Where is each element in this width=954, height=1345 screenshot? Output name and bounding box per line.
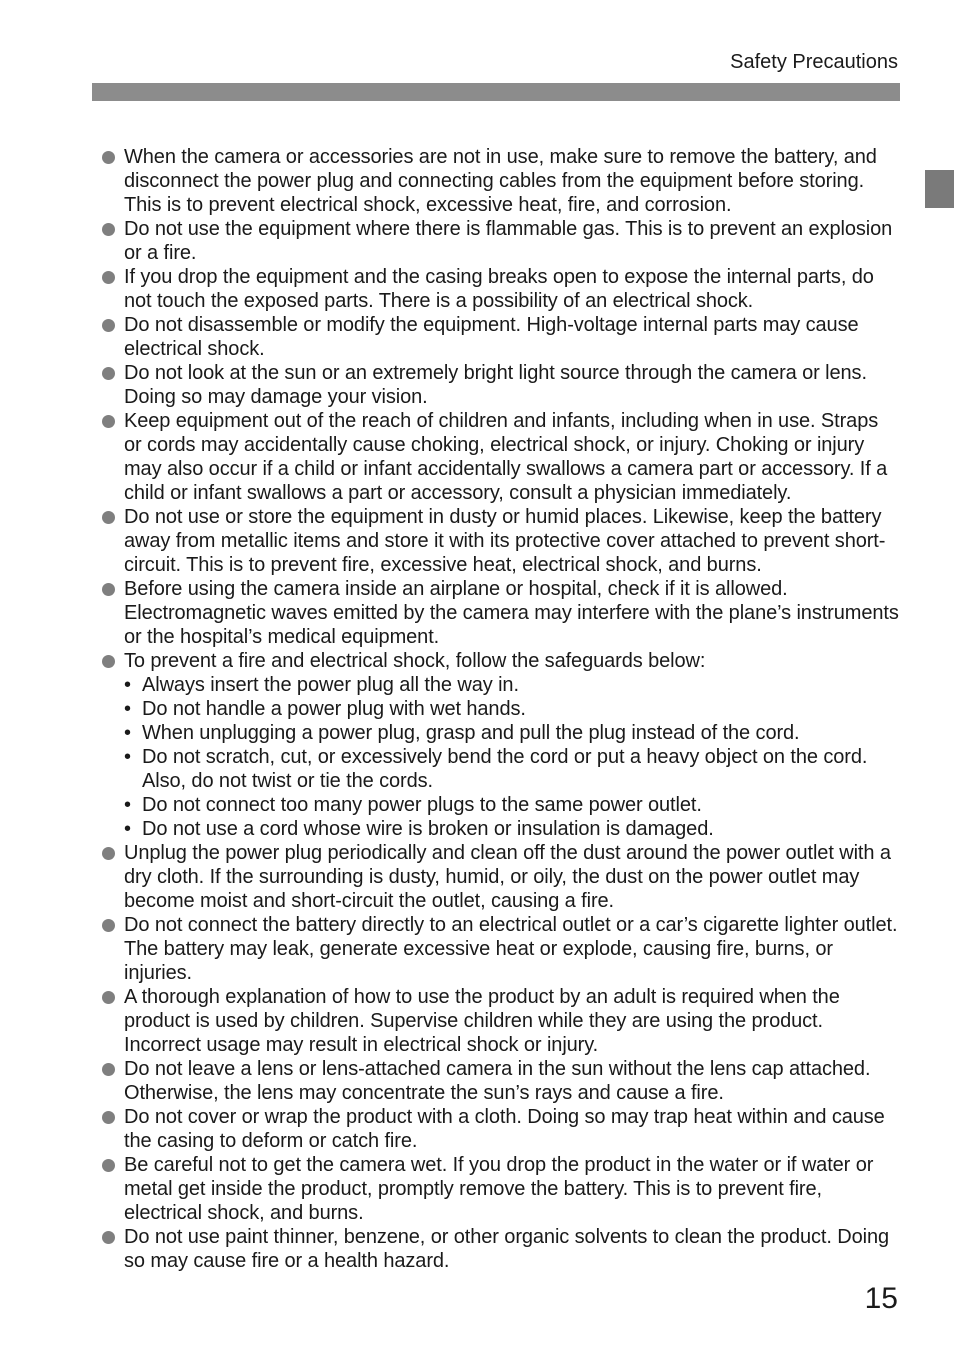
safeguard-item xyxy=(124,673,900,697)
circle-bullet-icon xyxy=(102,1111,115,1124)
safeguard-item xyxy=(124,793,900,817)
page-number: 15 xyxy=(864,1282,898,1315)
list-item xyxy=(100,361,900,409)
list-item-text: Do not disassemble or modify the equipment. High-voltage internal parts may cause electrical shock. xyxy=(124,314,859,360)
list-item xyxy=(100,313,900,361)
precautions-list xyxy=(100,145,900,1273)
circle-bullet-icon xyxy=(102,1063,115,1076)
list-item-text: Do not connect the battery directly to an electrical outlet or a car’s cigarette lighter outlet. The battery may leak, generate excessive heat or explode, causing fire, burns, or injuries. xyxy=(124,914,898,984)
list-item-text: Before using the camera inside an airplane or hospital, check if it is allowed. Electromagnetic waves emitted by the camera may interfere with the plane’s instruments or the hospital’s medical equipment. xyxy=(124,578,899,648)
circle-bullet-icon xyxy=(102,1159,115,1172)
list-item-text: A thorough explanation of how to use the product by an adult is required when the product is used by children. Supervise children while they are using the product. Incorrect usage may result in electrical shock or injury. xyxy=(124,986,840,1056)
circle-bullet-icon xyxy=(102,991,115,1004)
precautions-list-container xyxy=(100,145,900,1273)
list-item xyxy=(100,217,900,265)
safeguard-text: When unplugging a power plug, grasp and pull the plug instead of the cord. xyxy=(142,722,800,744)
dot-bullet-icon: • xyxy=(124,818,131,840)
safeguard-item xyxy=(124,721,900,745)
list-item-text: Do not use the equipment where there is flammable gas. This is to prevent an explosion or a fire. xyxy=(124,218,893,264)
circle-bullet-icon xyxy=(102,151,115,164)
circle-bullet-icon xyxy=(102,415,115,428)
safeguard-item xyxy=(124,697,900,721)
safeguard-text: Do not use a cord whose wire is broken or insulation is damaged. xyxy=(142,818,714,840)
list-item xyxy=(100,145,900,217)
list-item-text: Do not use paint thinner, benzene, or other organic solvents to clean the product. Doing so may cause fire or a health hazard. xyxy=(124,1226,890,1272)
circle-bullet-icon xyxy=(102,511,115,524)
safeguard-item xyxy=(124,817,900,841)
chapter-tab-marker xyxy=(925,170,954,208)
list-item-text: Do not cover or wrap the product with a cloth. Doing so may trap heat within and cause the casing to deform or catch fire. xyxy=(124,1106,885,1152)
list-item-text: Unplug the power plug periodically and clean off the dust around the power outlet with a dry cloth. If the surrounding is dusty, humid, or oily, the dust on the power outlet may become moist and short-circuit the outlet, causing a fire. xyxy=(124,842,891,912)
list-item xyxy=(100,265,900,313)
list-item-text: Do not leave a lens or lens-attached camera in the sun without the lens cap attached. Otherwise, the lens may concentrate the sun’s rays and cause a fire. xyxy=(124,1058,871,1104)
list-item xyxy=(100,1153,900,1225)
circle-bullet-icon xyxy=(102,583,115,596)
list-item xyxy=(100,1105,900,1153)
list-item-text: If you drop the equipment and the casing breaks open to expose the internal parts, do not touch the exposed parts. There is a possibility of an electrical shock. xyxy=(124,266,874,312)
list-item-text: Keep equipment out of the reach of children and infants, including when in use. Straps or cords may accidentally cause choking, electrical shock, or injury. Choking or injury may also occur if a child or infant accidentally swallows a camera part or accessory. If a child or infant swallows a part or accessory, consult a physician immediately. xyxy=(124,410,888,504)
circle-bullet-icon xyxy=(102,847,115,860)
list-item xyxy=(100,1225,900,1273)
safeguard-text: Do not connect too many power plugs to the same power outlet. xyxy=(142,794,702,816)
list-item xyxy=(100,409,900,505)
list-item xyxy=(100,649,900,841)
circle-bullet-icon xyxy=(102,319,115,332)
list-item-text: To prevent a fire and electrical shock, follow the safeguards below: xyxy=(124,650,706,672)
section-title: Safety Precautions xyxy=(730,51,898,73)
circle-bullet-icon xyxy=(102,223,115,236)
list-item xyxy=(100,985,900,1057)
dot-bullet-icon: • xyxy=(124,794,131,816)
list-item xyxy=(100,577,900,649)
dot-bullet-icon: • xyxy=(124,746,131,768)
list-item xyxy=(100,1057,900,1105)
safeguard-item xyxy=(124,745,900,793)
list-item-text: Do not use or store the equipment in dusty or humid places. Likewise, keep the battery away from metallic items and store it with its protective cover attached to prevent short-circuit. This is to prevent fire, excessive heat, electrical shock, and burns. xyxy=(124,506,886,576)
circle-bullet-icon xyxy=(102,1231,115,1244)
dot-bullet-icon: • xyxy=(124,674,131,696)
safeguard-text: Do not scratch, cut, or excessively bend the cord or put a heavy object on the cord. Also, do not twist or tie the cords. xyxy=(142,746,868,792)
list-item xyxy=(100,913,900,985)
safeguards-list xyxy=(124,673,900,841)
list-item-text: Be careful not to get the camera wet. If you drop the product in the water or if water or metal get inside the product, promptly remove the battery. This is to prevent fire, electrical shock, and burns. xyxy=(124,1154,874,1224)
list-item-text: Do not look at the sun or an extremely bright light source through the camera or lens. Doing so may damage your vision. xyxy=(124,362,867,408)
list-item-text: When the camera or accessories are not in use, make sure to remove the battery, and disconnect the power plug and connecting cables from the equipment before storing. This is to prevent electrical shock, excessive heat, fire, and corrosion. xyxy=(124,146,877,216)
list-item xyxy=(100,505,900,577)
circle-bullet-icon xyxy=(102,271,115,284)
safeguard-text: Always insert the power plug all the way in. xyxy=(142,674,519,696)
circle-bullet-icon xyxy=(102,919,115,932)
circle-bullet-icon xyxy=(102,367,115,380)
dot-bullet-icon: • xyxy=(124,722,131,744)
circle-bullet-icon xyxy=(102,655,115,668)
list-item xyxy=(100,841,900,913)
dot-bullet-icon: • xyxy=(124,698,131,720)
safeguard-text: Do not handle a power plug with wet hands. xyxy=(142,698,526,720)
header-rule xyxy=(92,83,900,101)
